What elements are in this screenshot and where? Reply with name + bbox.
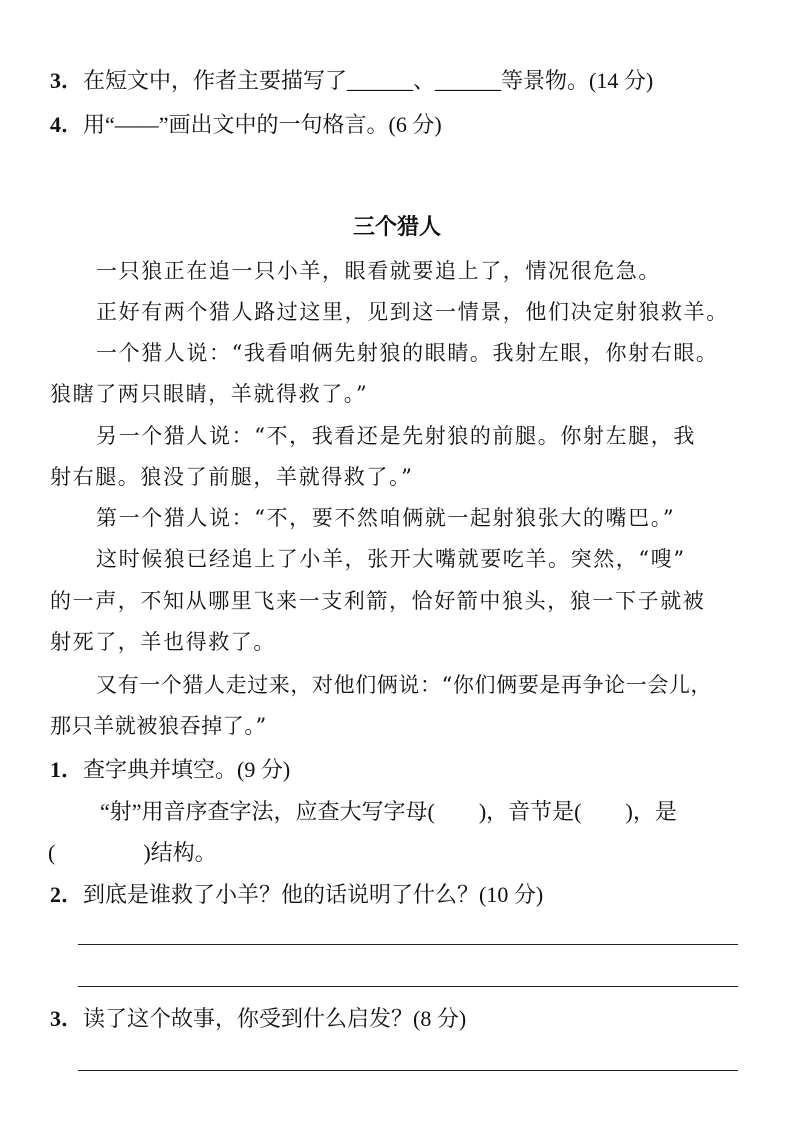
question-1-body: “射”用音序查字法，应查大写字母( )，音节是( )，是 (100, 799, 677, 824)
story-line: 狼瞎了两只眼睛，羊就得救了。” (50, 382, 369, 406)
question-number: 4． (50, 112, 84, 137)
question-1-body: ( )结构。 (48, 840, 217, 865)
question-1 (50, 755, 290, 785)
story-line: 另一个猎人说：“不，我看还是先射狼的前腿。你射左腿，我 (96, 424, 696, 448)
story-line: 那只羊就被狼吞掉了。” (50, 714, 267, 738)
question-number: 3． (50, 68, 84, 93)
story-line: 射右腿。狼没了前腿，羊就得救了。” (50, 465, 414, 489)
question-number: 2． (50, 882, 84, 907)
question-number: 3． (50, 1006, 84, 1031)
answer-line[interactable] (78, 944, 738, 945)
story-line: 的一声，不知从哪里飞来一支利箭，恰好箭中狼头，狼一下子就被 (50, 589, 706, 613)
question-3-prev (50, 66, 653, 96)
story-line: 正好有两个猎人路过这里，见到这一情景，他们决定射狼救羊。 (96, 300, 729, 324)
question-2 (50, 880, 543, 910)
question-number: 1． (50, 757, 84, 782)
story-line: 一只狼正在追一只小羊，眼看就要追上了，情况很危急。 (96, 259, 661, 283)
story-line: 第一个猎人说：“不，要不然咱俩就一起射狼张大的嘴巴。” (96, 506, 676, 530)
question-text: 在短文中，作者主要描写了______、______等景物。(14 分) (83, 68, 654, 93)
answer-line[interactable] (78, 986, 738, 987)
question-3 (50, 1004, 466, 1034)
story-line: 射死了，羊也得救了。 (50, 630, 276, 654)
question-text: 到底是谁救了小羊？他的话说明了什么？(10 分) (83, 882, 544, 907)
question-text: 查字典并填空。(9 分) (83, 757, 291, 782)
story-line: 这时候狼已经追上了小羊，张开大嘴就要吃羊。突然，“嗖” (96, 547, 686, 571)
question-text: 读了这个故事，你受到什么启发？(8 分) (83, 1006, 467, 1031)
story-title: 三个猎人 (352, 214, 441, 240)
story-line: 又有一个猎人走过来，对他们俩说：“你们俩要是再争论一会儿， (96, 673, 713, 697)
question-4-prev (50, 110, 442, 140)
story-line: 一个猎人说：“我看咱俩先射狼的眼睛。我射左眼，你射右眼。 (96, 341, 719, 365)
answer-line[interactable] (78, 1070, 738, 1071)
question-text: 用“——”画出文中的一句格言。(6 分) (83, 112, 442, 137)
